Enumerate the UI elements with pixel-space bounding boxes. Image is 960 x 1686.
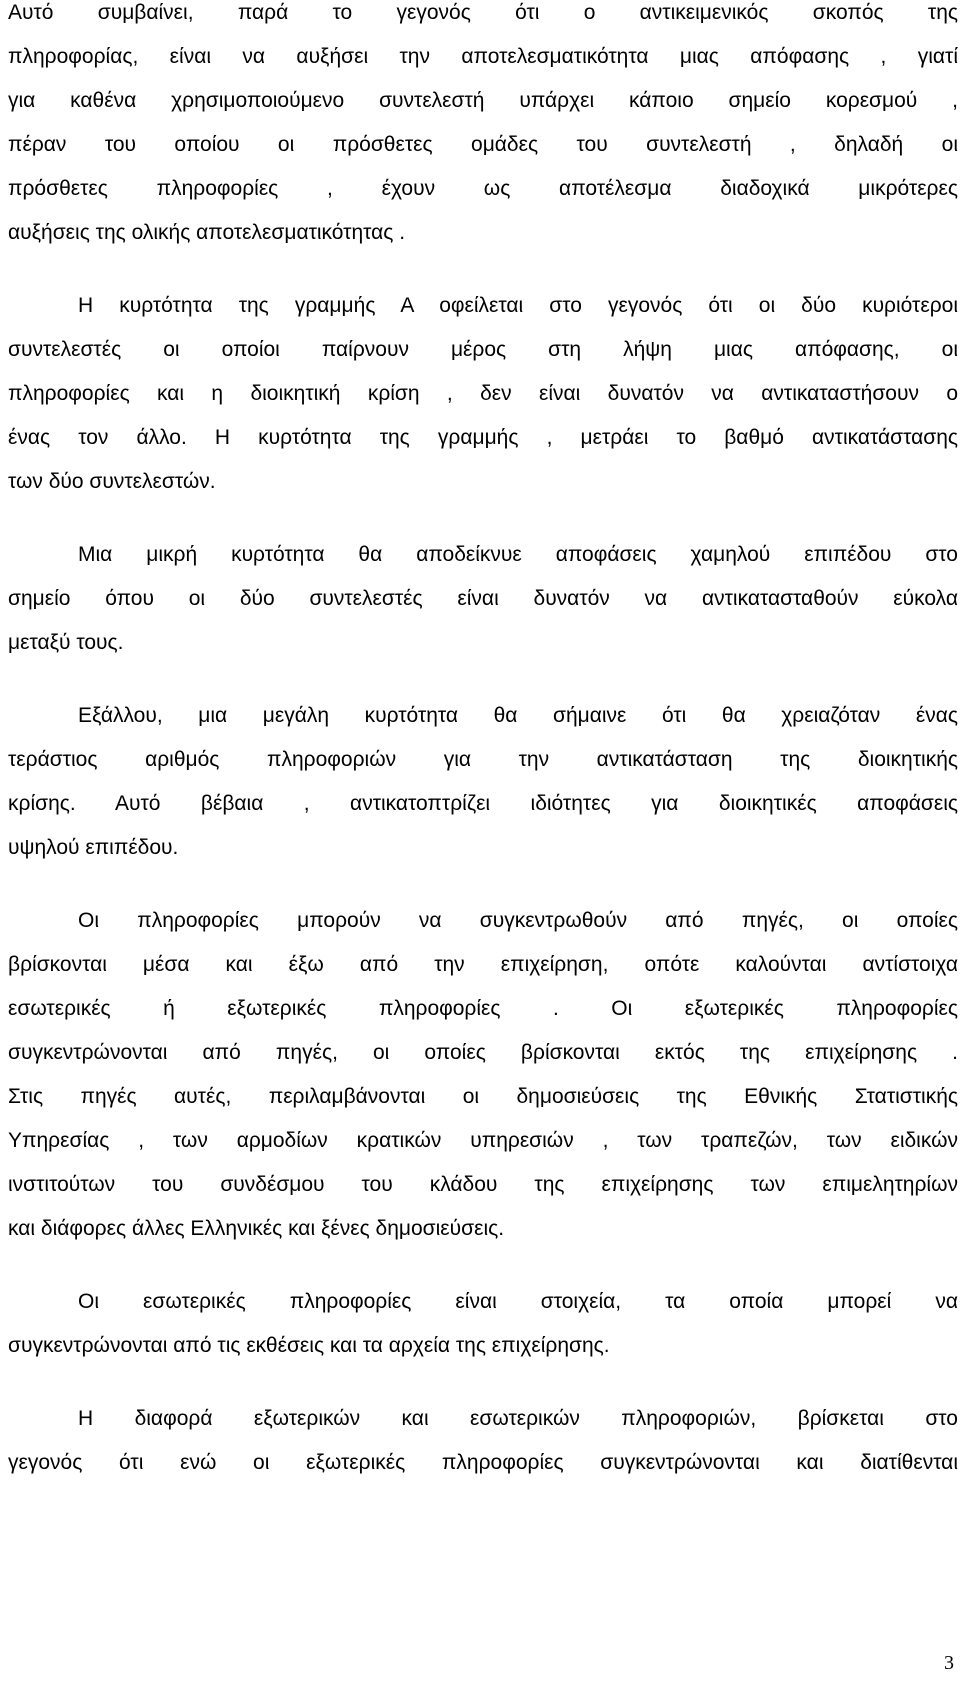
paragraph-2-line-5: των δύο συντελεστών. [8, 470, 216, 493]
paragraph-2-line-2: συντελεστές οι οποίοι παίρνουν μέρος στη λήψη μιας απόφασης, οι [8, 338, 958, 361]
paragraph-3-line-3: μεταξύ τους. [8, 631, 124, 654]
paragraph-4-line-1: Εξάλλου, μια μεγάλη κυρτότητα θα σήμαινε ότι θα χρειαζόταν ένας [78, 704, 958, 727]
paragraph-1-line-1: Αυτό συμβαίνει, παρά το γεγονός ότι ο αντικειμενικός σκοπός της [8, 1, 958, 24]
paragraph-4-line-4: υψηλού επιπέδου. [8, 836, 179, 859]
paragraph-5-line-5: Στις πηγές αυτές, περιλαμβάνονται οι δημοσιεύσεις της Εθνικής Στατιστικής [8, 1085, 958, 1108]
paragraph-2-line-4: ένας τον άλλο. Η κυρτότητα της γραμμής , μετράει το βαθμό αντικατάστασης [8, 426, 958, 449]
paragraph-5-line-7: ινστιτούτων του συνδέσμου του κλάδου της επιχείρησης των επιμελητηρίων [8, 1173, 958, 1196]
paragraph-5-line-8: και διάφορες άλλες Ελληνικές και ξένες δημοσιεύσεις. [8, 1217, 505, 1240]
paragraph-7-line-1: Η διαφορά εξωτερικών και εσωτερικών πληροφοριών, βρίσκεται στο [78, 1407, 958, 1430]
paragraph-3-line-1: Μια μικρή κυρτότητα θα αποδείκνυε αποφάσεις χαμηλού επιπέδου στο [78, 543, 958, 566]
paragraph-7-line-2: γεγονός ότι ενώ οι εξωτερικές πληροφορίες συγκεντρώνονται και διατίθενται [8, 1451, 958, 1474]
paragraph-1-line-2: πληροφορίας, είναι να αυξήσει την αποτελεσματικότητα μιας απόφασης , γιατί [8, 45, 958, 68]
paragraph-3-line-2: σημείο όπου οι δύο συντελεστές είναι δυνατόν να αντικατασταθούν εύκολα [8, 587, 958, 610]
page-number: 3 [944, 1652, 954, 1674]
paragraph-2-line-3: πληροφορίες και η διοικητική κρίση , δεν είναι δυνατόν να αντικαταστήσουν ο [8, 382, 958, 405]
paragraph-2-line-1: Η κυρτότητα της γραμμής Α οφείλεται στο γεγονός ότι οι δύο κυριότεροι [78, 294, 958, 317]
paragraph-5-line-3: εσωτερικές ή εξωτερικές πληροφορίες . Οι εξωτερικές πληροφορίες [8, 997, 958, 1020]
paragraph-4-line-2: τεράστιος αριθμός πληροφοριών για την αντικατάσταση της διοικητικής [8, 748, 958, 771]
paragraph-6-line-1: Οι εσωτερικές πληροφορίες είναι στοιχεία, τα οποία μπορεί να [78, 1290, 958, 1313]
paragraph-5-line-1: Οι πληροφορίες μπορούν να συγκεντρωθούν από πηγές, οι οποίες [78, 909, 958, 932]
paragraph-1-line-5: πρόσθετες πληροφορίες , έχουν ως αποτέλεσμα διαδοχικά μικρότερες [8, 177, 958, 200]
paragraph-5-line-2: βρίσκονται μέσα και έξω από την επιχείρηση, οπότε καλούνται αντίστοιχα [8, 953, 958, 976]
paragraph-5-line-6: Υπηρεσίας , των αρμοδίων κρατικών υπηρεσιών , των τραπεζών, των ειδικών [8, 1129, 958, 1152]
paragraph-1-line-6: αυξήσεις της ολικής αποτελεσματικότητας . [8, 221, 406, 244]
paragraph-1-line-4: πέραν του οποίου οι πρόσθετες ομάδες του συντελεστή , δηλαδή οι [8, 133, 958, 156]
paragraph-4-line-3: κρίσης. Αυτό βέβαια , αντικατοπτρίζει ιδιότητες για διοικητικές αποφάσεις [8, 792, 958, 815]
paragraph-5-line-4: συγκεντρώνονται από πηγές, οι οποίες βρίσκονται εκτός της επιχείρησης . [8, 1041, 958, 1064]
paragraph-6-line-2: συγκεντρώνονται από τις εκθέσεις και τα αρχεία της επιχείρησης. [8, 1334, 610, 1357]
paragraph-1-line-3: για καθένα χρησιμοποιούμενο συντελεστή υπάρχει κάποιο σημείο κορεσμού , [8, 89, 958, 112]
